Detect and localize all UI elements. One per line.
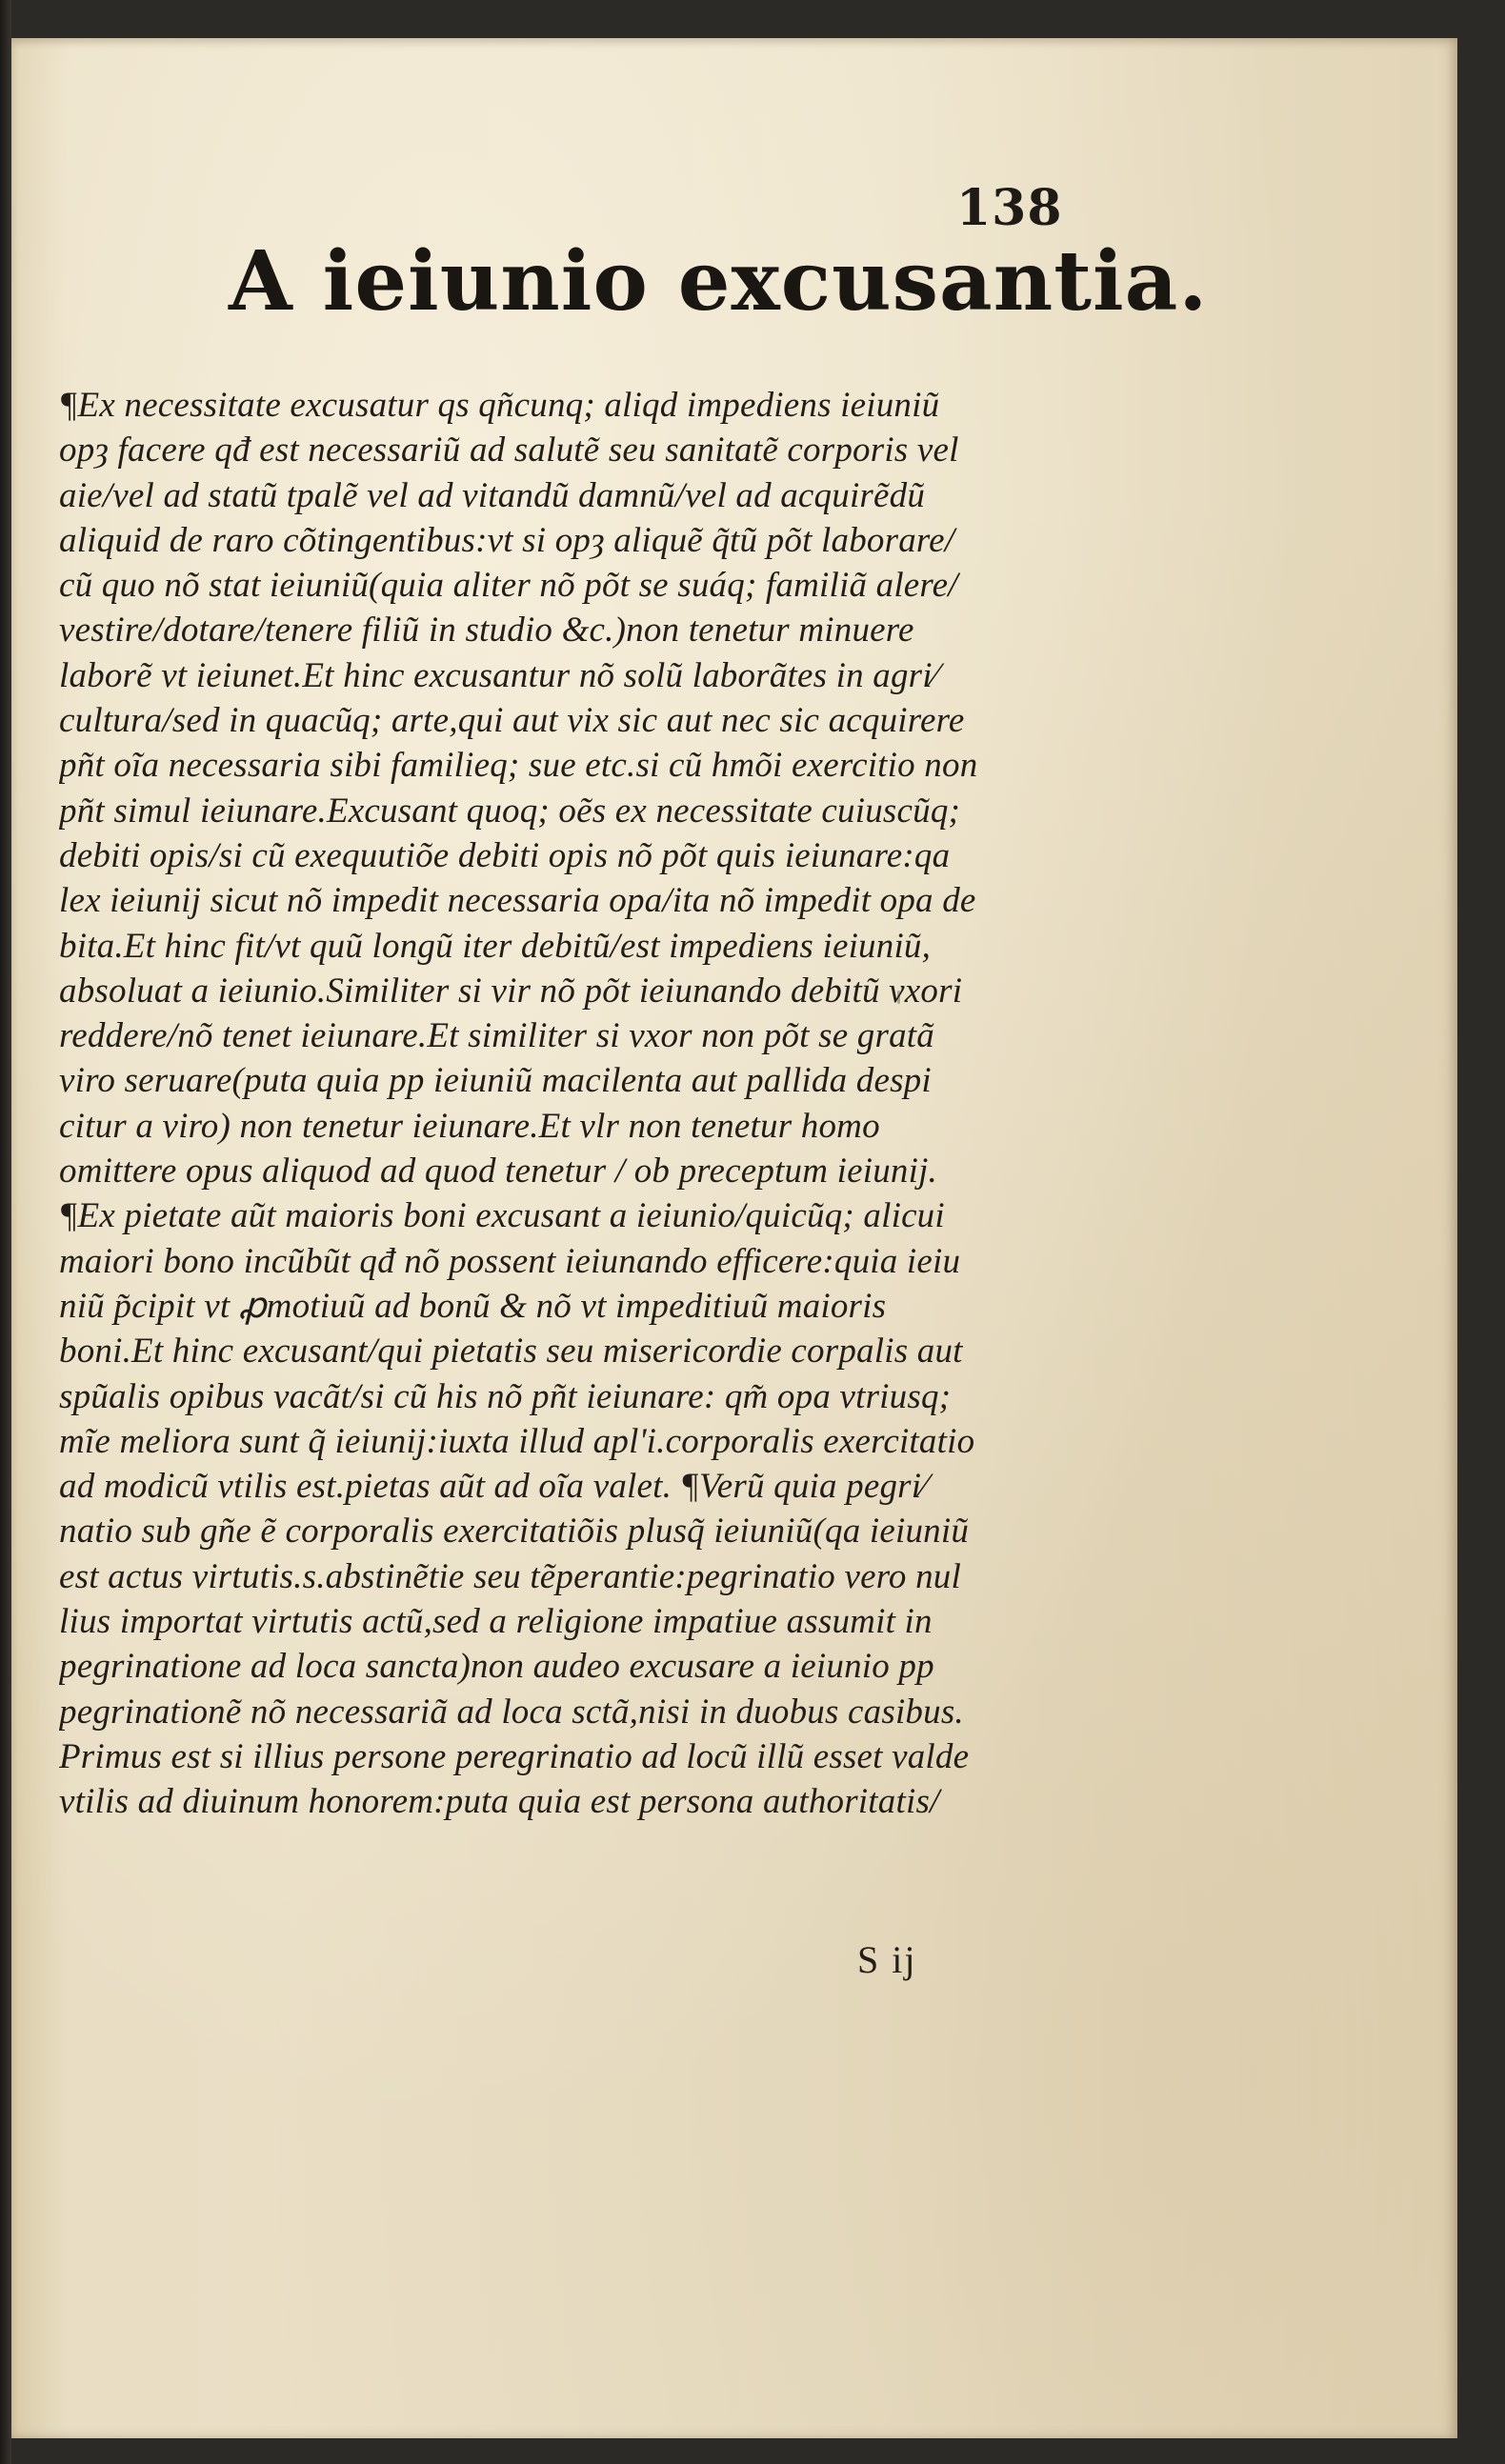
text-line: natio sub gñe ẽ corporalis exercitatiõis plusq̃ ieiuniũ(qa ieiuniũ <box>59 1512 970 1552</box>
text-line: vtilis ad diuinum honorem:puta quia est persona authoritatis/ <box>59 1782 940 1822</box>
signature-mark: S ij <box>857 1938 917 1981</box>
text-line: reddere/nõ tenet ieiunare.Et similiter si vxor non põt se gratã <box>59 1016 934 1056</box>
text-line: laborẽ vt ieiunet.Et hinc excusantur nõ solũ laborãtes in agri⁄ <box>59 655 939 695</box>
text-line: pñt simul ieiunare.Excusant quoq; oẽs ex necessitate cuiuscũq; <box>59 791 961 831</box>
ink-speck <box>897 991 900 1004</box>
text-line: ad modicũ vtilis est.pietas aũt ad oĩa valet. ¶Verũ quia pegri⁄ <box>59 1467 928 1507</box>
text-line: lius importat virtutis actũ,sed a religione impatiue assumit in <box>59 1602 933 1642</box>
running-title: A ieiunio excusantia. <box>229 233 1209 330</box>
text-line: pñt oĩa necessaria sibi familieq; sue etc.si cũ hmõi exercitio non <box>59 746 978 786</box>
text-line: viro seruare(puta quia pp ieiuniũ macilenta aut pallida despi <box>59 1061 932 1101</box>
text-line: cũ quo nõ stat ieiuniũ(quia aliter nõ põt se suáq; familiã alere/ <box>59 566 958 606</box>
text-line: boni.Et hinc excusant/qui pietatis seu misericordie corpalis aut <box>59 1332 963 1372</box>
text-line: omittere opus aliquod ad quod tenetur / ob preceptum ieiunij. <box>59 1152 938 1192</box>
text-line: lex ieiunij sicut nõ impedit necessaria opa/ita nõ impedit opa de <box>59 881 976 921</box>
text-line: aie/vel ad statũ tpalẽ vel ad vitandũ damnũ/vel ad acquirẽdũ <box>59 475 926 515</box>
book-page <box>11 38 1457 2438</box>
folio-number: 138 <box>956 179 1063 237</box>
book-gutter <box>0 0 11 2464</box>
text-line: aliquid de raro cõtingentibus:vt si opȝ aliquẽ q̃tũ põt laborare/ <box>59 520 955 560</box>
body-text <box>59 383 1035 1825</box>
text-line: spũalis opibus vacãt/si cũ his nõ pñt ieiunare: qm̃ opa vtriusq; <box>59 1376 952 1416</box>
text-line: bita.Et hinc fit/vt quũ longũ iter debitũ/est impediens ieiuniũ, <box>59 926 932 966</box>
text-line: citur a viro) non tenetur ieiunare.Et vlr non tenetur homo <box>59 1106 880 1146</box>
text-line: pegrinatione ad loca sancta)non audeo excusare a ieiunio pp <box>59 1647 934 1687</box>
text-line: ¶Ex necessitate excusatur qs qñcunq; aliqd impediens ieiuniũ <box>59 386 940 425</box>
text-line: mĩe meliora sunt q̃ ieiunij:iuxta illud apl'i.corporalis exercitatio <box>59 1421 975 1461</box>
text-line: vestire/dotare/tenere filiũ in studio &c.)non tenetur minuere <box>59 611 914 651</box>
text-line: Primus est si illius persone peregrinatio ad locũ illũ esset valde <box>59 1736 970 1776</box>
text-line: opȝ facere qđ est necessariũ ad salutẽ seu sanitatẽ corporis vel <box>59 431 959 471</box>
text-line: debiti opis/si cũ exequutiõe debiti opis nõ põt quis ieiunare:qa <box>59 835 951 875</box>
text-line: pegrinationẽ nõ necessariã ad loca sctã,nisi in duobus casibus. <box>59 1692 964 1732</box>
text-line: maiori bono incũbũt qđ nõ possent ieiunando efficere:quia ieiu <box>59 1241 961 1281</box>
text-line: cultura/sed in quacũq; arte,qui aut vix sic aut nec sic acquirere <box>59 701 965 741</box>
text-line: absoluat a ieiunio.Similiter si vir nõ põt ieiunando debitũ vxori <box>59 971 963 1011</box>
text-line: niũ p̃cipit vt ꝓmotiuũ ad bonũ & nõ vt impeditiuũ maioris <box>59 1286 887 1326</box>
text-line: ¶Ex pietate aũt maioris boni excusant a ieiunio/quicũq; alicui <box>59 1196 945 1236</box>
text-line: est actus virtutis.s.abstinẽtie seu tẽperantie:pegrinatio vero nul <box>59 1556 961 1596</box>
